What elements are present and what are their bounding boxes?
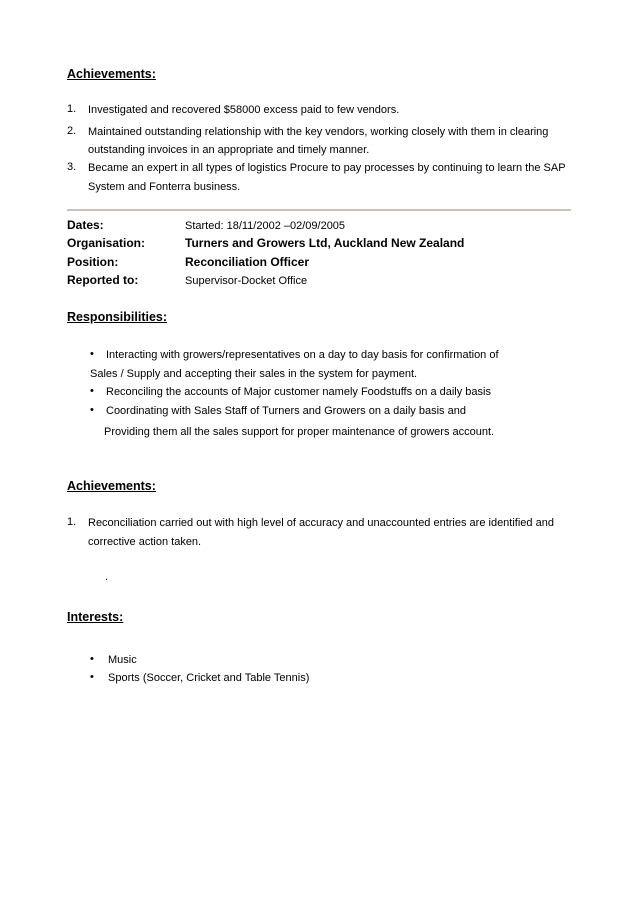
stray-dot: . [105, 571, 109, 583]
list-item-text: Coordinating with Sales Staff of Turners and Growers on a daily basis and [106, 405, 466, 417]
list-item-text: Investigated and recovered $58000 excess paid to few vendors. [88, 104, 400, 116]
list-item-text: corrective action taken. [88, 536, 202, 548]
position-label: Position: [67, 255, 119, 269]
interests-heading: Interests: [67, 610, 124, 624]
list-item-text: outstanding invoices in an appropriate and timely manner. [88, 144, 370, 156]
bullet-icon: • [90, 671, 94, 683]
interest-item: Music [108, 654, 137, 666]
section-divider [67, 209, 571, 211]
list-item-text: Providing them all the sales support for proper maintenance of growers account. [104, 426, 495, 438]
list-number: 3. [67, 161, 77, 173]
reported-to-value: Supervisor-Docket Office [185, 275, 308, 287]
dates-value: Started: 18/11/2002 –02/09/2005 [185, 220, 346, 232]
list-item-text: Reconciliation carried out with high level of accuracy and unaccounted entries are identified and [88, 517, 554, 529]
interest-item: Sports (Soccer, Cricket and Table Tennis) [108, 672, 310, 684]
organisation-value: Turners and Growers Ltd, Auckland New Zealand [185, 236, 465, 250]
responsibilities-heading: Responsibilities: [67, 310, 168, 324]
achievements-heading: Achievements: [67, 67, 156, 81]
list-item-text: System and Fonterra business. [88, 181, 241, 193]
list-item-text: Became an expert in all types of logistics Procure to pay processes by continuing to learn the SAP [88, 162, 566, 174]
organisation-label: Organisation: [67, 236, 146, 250]
list-item-text: Maintained outstanding relationship with the key vendors, working closely with them in clearing [88, 126, 549, 138]
list-item-text: Interacting with growers/representatives on a day to day basis for confirmation of [106, 349, 499, 361]
dates-label: Dates: [67, 218, 104, 232]
list-number: 2. [67, 125, 77, 137]
reported-to-label: Reported to: [67, 273, 139, 287]
list-item-text: Sales / Supply and accepting their sales in the system for payment. [90, 368, 418, 380]
bullet-icon: • [90, 348, 94, 360]
position-value: Reconciliation Officer [185, 255, 310, 269]
bullet-icon: • [90, 653, 94, 665]
bullet-icon: • [90, 385, 94, 397]
list-number: 1. [67, 516, 77, 528]
bullet-icon: • [90, 404, 94, 416]
list-number: 1. [67, 103, 77, 115]
achievements-heading: Achievements: [67, 479, 156, 493]
list-item-text: Reconciling the accounts of Major customer namely Foodstuffs on a daily basis [106, 386, 491, 398]
